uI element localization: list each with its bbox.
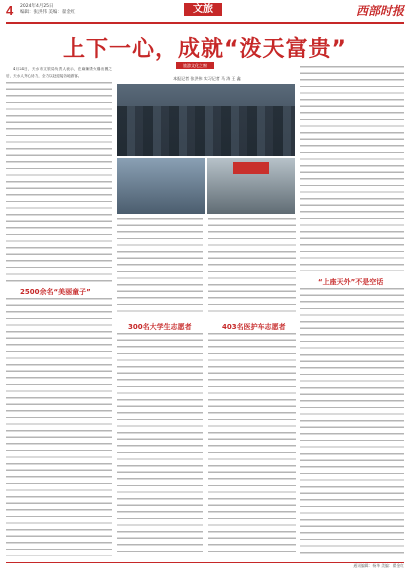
subhead-4: “上座天外”不是空话 [318,278,384,286]
subhead-2: 300名大学生志愿者 [128,323,192,331]
photo-bottom-left [117,158,205,214]
page-header [6,2,404,24]
section-label: 文旅 [184,3,222,16]
header-rule [6,22,404,24]
photo-group [117,84,295,214]
col3-text-2 [208,333,296,556]
lead-paragraph: 4月24日，天水市文旅局负责人表示，在麻辣烫火爆出圈之后，天水人齐心协力，全力以赴迎接各地游客。 [6,67,112,78]
left-column-text-2 [6,298,112,556]
footer-note: 通讯编辑：杨华 美编：翟金红 [353,563,404,568]
masthead-logo: 西部时报 [355,4,404,18]
subhead-3: 403名医护车志愿者 [222,323,286,331]
col2-text [117,218,203,316]
col3-text [208,218,296,316]
right-column-text [300,66,404,271]
byline: 本报记者 张洪伟 实习记者 马 涛 王 鑫 [173,76,241,81]
date-line: 2024年4月25日 [20,4,54,9]
article-headline: 上下一心，成就“泼天富贵” [63,37,347,62]
right-column-text-2 [300,288,404,556]
photo-tag: 旅游文化之窗 [176,62,214,69]
photo-bottom-right [207,158,295,214]
photo-main [117,84,295,156]
editor-line: 编辑：张洪伟 美编：翟金红 [20,10,76,15]
subhead-1: 2500余名“美丽童子” [20,288,91,296]
col2-text-2 [117,333,203,556]
page-number: 4 [6,3,14,18]
header-info [20,4,75,16]
footer-rule [6,562,404,563]
left-column-text [6,82,112,282]
